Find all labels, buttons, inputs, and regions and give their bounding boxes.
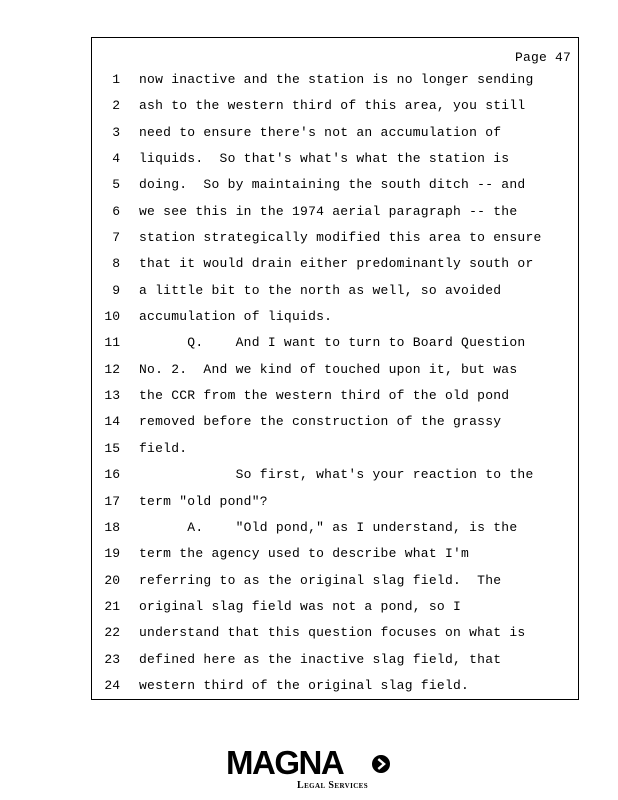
line-text: we see this in the 1974 aerial paragraph -- the: [139, 203, 518, 219]
line-number: 1: [112, 72, 120, 87]
transcript-line: [0, 647, 618, 673]
line-number: 2: [112, 98, 120, 114]
line-text: western third of the original slag field.: [139, 677, 470, 693]
arrow-circle-icon: [372, 755, 390, 773]
magna-legal-services-logo: [226, 746, 396, 792]
line-text: defined here as the inactive slag field, that: [139, 651, 502, 667]
line-text: now inactive and the station is no longer sending: [139, 72, 534, 87]
line-number: 8: [112, 256, 120, 272]
line-number: 7: [112, 230, 120, 246]
line-number: 9: [112, 282, 120, 298]
line-number: 15: [104, 440, 120, 456]
transcript-line: [0, 199, 618, 225]
transcript-line: [0, 515, 618, 541]
line-text: station strategically modified this area to ensure: [139, 230, 542, 246]
transcript-lines: [0, 67, 618, 699]
transcript-line: [0, 620, 618, 646]
transcript-line: [0, 357, 618, 383]
logo-subtitle: Legal Services: [297, 780, 369, 791]
transcript-line: [0, 172, 618, 198]
line-text: the CCR from the western third of the old pond: [139, 388, 510, 404]
line-text: Q. And I want to turn to Board Question: [139, 335, 526, 351]
line-text: removed before the construction of the grassy: [139, 414, 502, 430]
transcript-line: [0, 225, 618, 251]
line-number: 14: [104, 414, 120, 430]
logo-wordmark: MAGNA: [226, 744, 344, 781]
line-number: 24: [104, 677, 120, 693]
page-number: Page 47: [514, 50, 571, 65]
line-number: 13: [104, 388, 120, 404]
line-text: field.: [139, 440, 188, 456]
transcript-line: [0, 409, 618, 435]
transcript-line: [0, 304, 618, 330]
transcript-line: [0, 251, 618, 277]
line-number: 19: [104, 546, 120, 562]
line-text: accumulation of liquids.: [139, 309, 333, 325]
transcript-line: [0, 93, 618, 119]
line-number: 3: [112, 124, 120, 140]
transcript-line: [0, 383, 618, 409]
line-text: term "old pond"?: [139, 493, 268, 509]
line-text: understand that this question focuses on what is: [139, 625, 526, 641]
transcript-line: [0, 568, 618, 594]
line-text: No. 2. And we kind of touched upon it, but was: [139, 361, 518, 377]
line-number: 11: [104, 335, 120, 351]
line-number: 17: [104, 493, 120, 509]
line-number: 12: [104, 361, 120, 377]
transcript-line: [0, 541, 618, 567]
transcript-line: [0, 462, 618, 488]
line-text: ash to the western third of this area, you still: [139, 98, 526, 114]
line-text: So first, what's your reaction to the: [139, 467, 534, 483]
transcript-line: [0, 120, 618, 146]
line-number: 20: [104, 572, 120, 588]
line-text: original slag field was not a pond, so I: [139, 598, 462, 614]
transcript-line: [0, 436, 618, 462]
line-text: need to ensure there's not an accumulation of: [139, 124, 502, 140]
transcript-line: [0, 673, 618, 699]
line-number: 4: [112, 151, 120, 167]
transcript-line: [0, 489, 618, 515]
line-number: 5: [112, 177, 120, 193]
line-number: 21: [104, 598, 120, 614]
transcript-line: [0, 330, 618, 356]
transcript-line: [0, 146, 618, 172]
transcript-line: [0, 594, 618, 620]
line-text: that it would drain either predominantly south or: [139, 256, 534, 272]
line-text: liquids. So that's what's what the station is: [139, 151, 510, 167]
line-number: 6: [112, 203, 120, 219]
line-text: term the agency used to describe what I'm: [139, 546, 470, 562]
line-text: A. "Old pond," as I understand, is the: [139, 519, 518, 535]
transcript-line: [0, 278, 618, 304]
line-text: referring to as the original slag field. The: [139, 572, 502, 588]
line-number: 22: [104, 625, 120, 641]
line-text: a little bit to the north as well, so avoided: [139, 282, 502, 298]
transcript-line: [0, 67, 618, 93]
line-number: 23: [104, 651, 120, 667]
line-number: 16: [104, 467, 120, 483]
line-number: 10: [104, 309, 120, 325]
line-number: 18: [104, 519, 120, 535]
line-text: doing. So by maintaining the south ditch -- and: [139, 177, 526, 193]
